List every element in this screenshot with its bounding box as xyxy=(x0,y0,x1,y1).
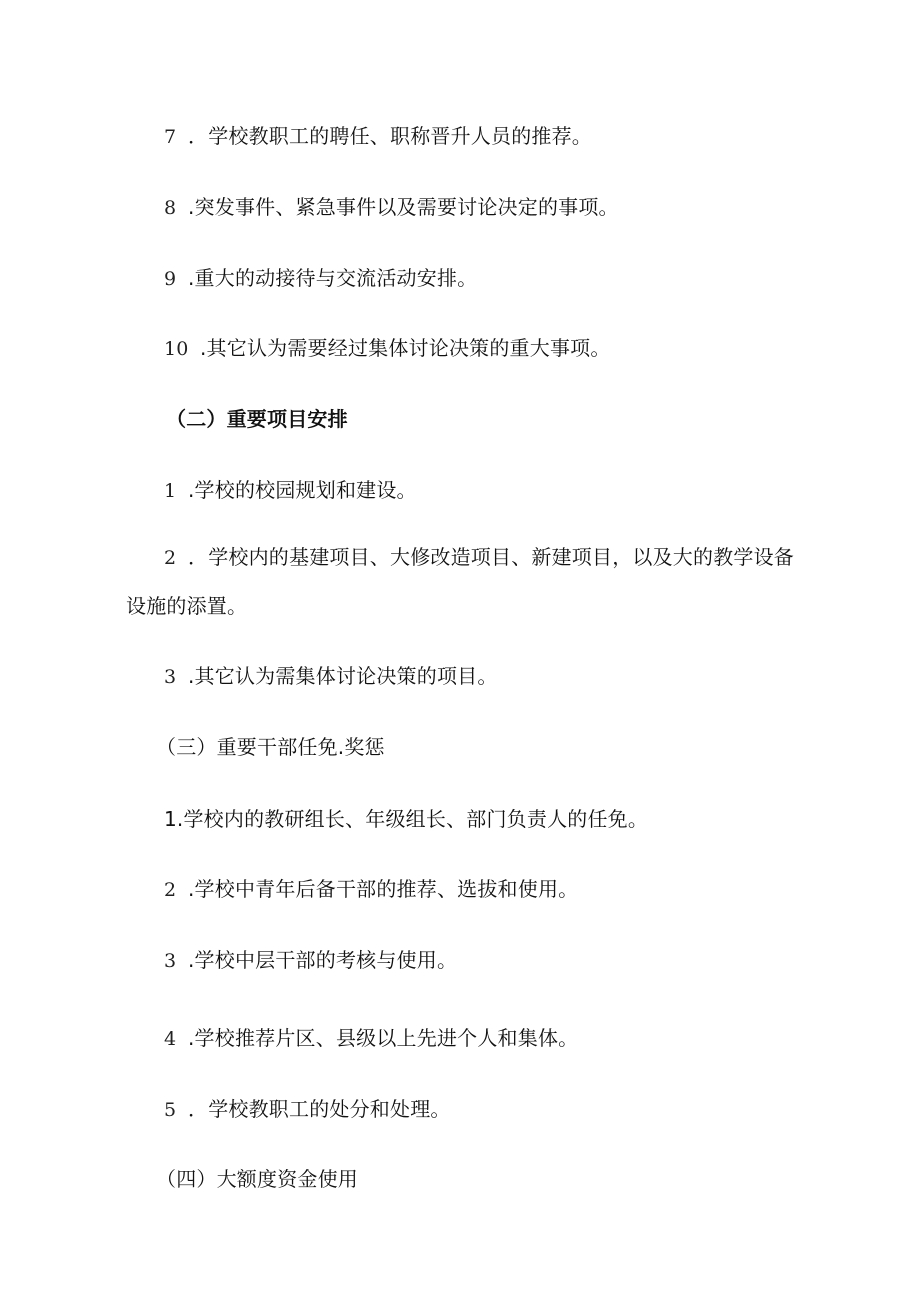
item-number: 10 xyxy=(164,338,189,360)
list-item xyxy=(164,334,611,363)
item-number: 7 xyxy=(164,126,177,148)
list-item xyxy=(164,1024,578,1053)
list-item-continuation: 设施的添置。 xyxy=(126,594,248,618)
list-item xyxy=(164,662,498,691)
item-text: ．学校内的基建项目、大修改造项目、新建项目，以及大的教学设备 xyxy=(188,545,794,569)
section-heading: （二）重要项目安排 xyxy=(166,407,348,431)
item-text: .学校中青年后备干部的推荐、选拔和使用。 xyxy=(188,877,579,901)
list-item xyxy=(164,476,417,505)
item-text: .其它认为需集体讨论决策的项目。 xyxy=(188,664,498,688)
item-text: .其它认为需要经过集体讨论决策的重大事项。 xyxy=(200,336,611,360)
section-heading: （四）大额度资金使用 xyxy=(156,1167,358,1191)
list-item xyxy=(164,946,457,975)
item-number: 8 xyxy=(164,197,177,219)
list-item xyxy=(164,264,477,293)
item-number: 1 xyxy=(164,480,177,502)
item-number: 2 xyxy=(164,879,177,901)
item-number: 4 xyxy=(164,1028,177,1050)
section-heading: （三）重要干部任免.奖惩 xyxy=(156,735,385,759)
item-text: ．学校教职工的处分和处理。 xyxy=(188,1097,451,1121)
item-text: ．学校教职工的聘任、职称晋升人员的推荐。 xyxy=(188,124,592,148)
item-text: .重大的动接待与交流活动安排。 xyxy=(188,266,478,290)
item-number: 2 xyxy=(164,547,177,569)
list-item xyxy=(164,875,578,904)
item-text: .学校中层干部的考核与使用。 xyxy=(188,948,458,972)
item-text: .突发事件、紧急事件以及需要讨论决定的事项。 xyxy=(188,195,619,219)
list-item xyxy=(164,122,592,151)
list-item xyxy=(164,1095,451,1124)
item-number: 5 xyxy=(164,1099,177,1121)
item-number: 3 xyxy=(164,950,177,972)
item-text: .学校推荐片区、县级以上先进个人和集体。 xyxy=(188,1026,579,1050)
item-number: 9 xyxy=(164,268,177,290)
item-text: .学校的校园规划和建设。 xyxy=(188,478,417,502)
list-item: 1.学校内的教研组长、年级组长、部门负责人的任免。 xyxy=(164,807,649,831)
item-number: 3 xyxy=(164,666,177,688)
list-item xyxy=(164,193,619,222)
list-item xyxy=(164,543,794,572)
